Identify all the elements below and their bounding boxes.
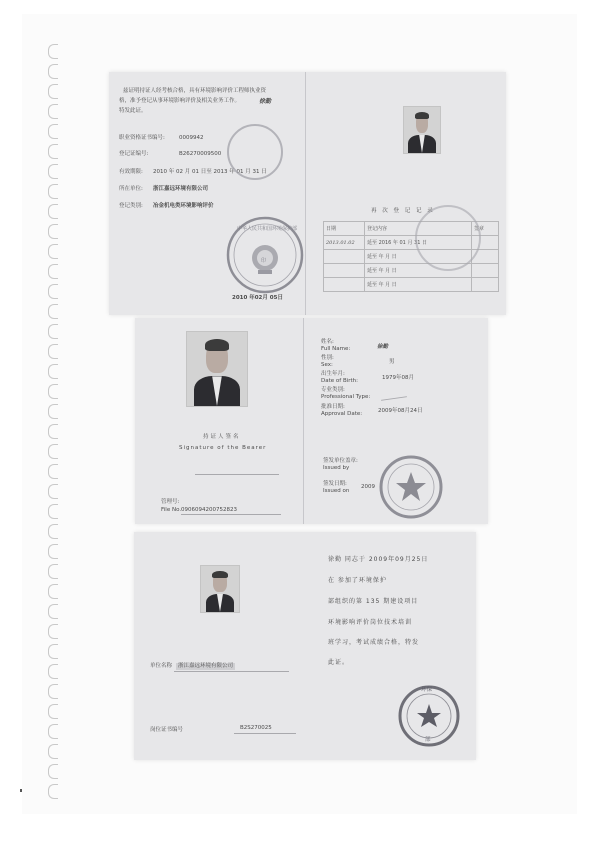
unit-line (174, 671, 289, 672)
table-cell (324, 264, 365, 278)
holder-name: 徐勤 (259, 98, 272, 105)
field-label-en: Approval Date: (321, 411, 363, 417)
issue-date: 2010 年02月 05日 (232, 295, 283, 301)
booklet-spine (305, 72, 306, 315)
col-header: 日期 (324, 222, 365, 236)
intro-line-1: 兹证明持证人经考核合格，具有环境影响评价工程师执业资 (123, 88, 267, 94)
issued-by-cn: 签发单位盖章: (323, 458, 358, 464)
binder-ring (48, 584, 58, 599)
issued-on-en: Issued on (323, 488, 350, 494)
intro-line-3: 特发此证。 (119, 108, 147, 114)
col-header: 签章 (472, 222, 499, 236)
issued-on-cn: 签发日期: (323, 481, 347, 487)
registration-certificate (109, 72, 506, 315)
field-label-en: Date of Birth: (321, 378, 359, 384)
cert-text-line: 在 参加了环境保护 (328, 577, 387, 584)
field-label: 出生年月: (321, 371, 345, 377)
field-value: 1979年08月 (382, 375, 414, 381)
field-label-en: Full Name: (321, 346, 351, 352)
training-certificate (134, 532, 476, 760)
table-cell (324, 278, 365, 292)
unit-name: 浙江嘉远环境有限公司 (178, 663, 234, 669)
field-value: 浙江嘉远环境有限公司 (153, 186, 209, 192)
binder-ring (48, 524, 58, 539)
binder-ring (48, 604, 58, 619)
field-value: 男 (389, 359, 395, 365)
scan-mark (20, 789, 22, 792)
cert-text-line: 部组织的第 135 期建设项目 (328, 598, 419, 605)
table-cell: 延至 2016 年 01 月 31 日 (365, 236, 472, 250)
binder-ring (48, 644, 58, 659)
field-value: 冶金机电类环境影响评价 (153, 203, 214, 209)
field-value: 徐勤 (377, 344, 389, 350)
binder-ring (48, 764, 58, 779)
field-value: 2009年08月24日 (378, 408, 423, 414)
binder-ring (48, 424, 58, 439)
qualification-certificate (135, 318, 488, 524)
field-label: 姓名: (321, 339, 334, 345)
file-no-label-en: File No. (161, 507, 182, 513)
signature-line (195, 474, 279, 475)
binder-ring (48, 244, 58, 259)
binder-ring (48, 164, 58, 179)
cert-text-line: 环境影响评价岗位技术培训 (328, 619, 413, 626)
binder-ring (48, 204, 58, 219)
field-label: 专业类别: (321, 387, 345, 393)
issuer-seal-stamp (378, 454, 444, 520)
field-label: 登记类别: (119, 203, 143, 209)
binder-ring (48, 364, 58, 379)
field-label: 批准日期: (321, 404, 345, 410)
binder-ring (48, 324, 58, 339)
binder-ring (48, 464, 58, 479)
binder-ring (48, 284, 58, 299)
binder-ring (48, 104, 58, 119)
file-no: 0906094200752823 (181, 507, 237, 513)
binder-ring (48, 744, 58, 759)
binder-ring (48, 544, 58, 559)
binder-ring (48, 304, 58, 319)
field-label: 登记证编号: (119, 151, 149, 157)
cert-text-line: 班学习，考试成绩合格，特发 (328, 639, 420, 646)
binder-ring (48, 724, 58, 739)
booklet-spine (303, 318, 304, 524)
holder-photo (403, 106, 441, 154)
binder-ring (48, 384, 58, 399)
binder-ring (48, 684, 58, 699)
holder-photo (186, 331, 248, 407)
cert-no-line (234, 733, 296, 734)
file-no-line (181, 514, 281, 515)
binder-ring (48, 84, 58, 99)
signature-label-en: Signature of the Bearer (179, 445, 267, 451)
binder-ring (48, 444, 58, 459)
binder-ring (48, 344, 58, 359)
table-cell: 延至 年 月 日 (365, 278, 472, 292)
seal-text: 中华人民共和国环境保护部 (237, 226, 298, 232)
cert-no: B2S270025 (240, 725, 272, 731)
re-registration-seal (413, 203, 483, 273)
holder-photo (200, 565, 240, 613)
field-label-en: Sex: (321, 362, 333, 368)
binder-ring (48, 224, 58, 239)
binder-ring (48, 484, 58, 499)
table-cell: 延至 年 月 日 (365, 250, 472, 264)
binder-ring (48, 64, 58, 79)
table-cell: 延至 年 月 日 (365, 264, 472, 278)
file-no-label-cn: 管理号: (161, 499, 180, 505)
field-label: 有效期限: (119, 169, 143, 175)
issued-by-en: Issued by (323, 465, 350, 471)
field-value: B26270009500 (179, 151, 222, 157)
binder-ring (48, 504, 58, 519)
cert-label: 岗位证书编号 (150, 727, 184, 733)
binder-ring (48, 404, 58, 419)
cert-text-line: 此证。 (328, 659, 350, 666)
scanned-page (22, 14, 577, 814)
field-label: 职业资格证书编号: (119, 135, 165, 141)
binder-rings (48, 44, 62, 814)
seal-sub: 部 (425, 737, 431, 743)
col-header: 登记内容 (365, 222, 472, 236)
seal-text: 环保 (421, 687, 433, 693)
binder-ring (48, 264, 58, 279)
small-seal-stamp (225, 122, 285, 182)
signature-label-cn: 持证人签名 (203, 434, 241, 440)
field-label: 所在单位: (119, 186, 143, 192)
binder-ring (48, 704, 58, 719)
re-registration-title: 再 次 登 记 记 录 (371, 208, 435, 214)
field-value-dash (381, 396, 407, 401)
intro-line-2: 格，准予登记从事环境影响评价及相关业务工作。 (119, 98, 241, 104)
field-value: 0009942 (179, 135, 204, 141)
binder-ring (48, 124, 58, 139)
binder-ring (48, 664, 58, 679)
field-value: 2010 年 02 月 01 日至 2013 年 01 月 31 日 (153, 169, 267, 175)
binder-ring (48, 44, 58, 59)
table-cell (472, 278, 499, 292)
binder-ring (48, 784, 58, 799)
field-label-en: Professional Type: (321, 394, 371, 400)
binder-ring (48, 184, 58, 199)
binder-ring (48, 564, 58, 579)
cert-text-line: 徐勤 同志于 2009年09月25日 (328, 556, 429, 563)
table-cell: 2013.01.02 (324, 236, 365, 250)
binder-ring (48, 624, 58, 639)
unit-label: 单位名称 (150, 663, 173, 669)
seal-sub: 印 (261, 258, 267, 264)
binder-ring (48, 144, 58, 159)
issued-on: 2009 (361, 484, 375, 490)
field-label: 性别: (321, 355, 334, 361)
table-cell (324, 250, 365, 264)
